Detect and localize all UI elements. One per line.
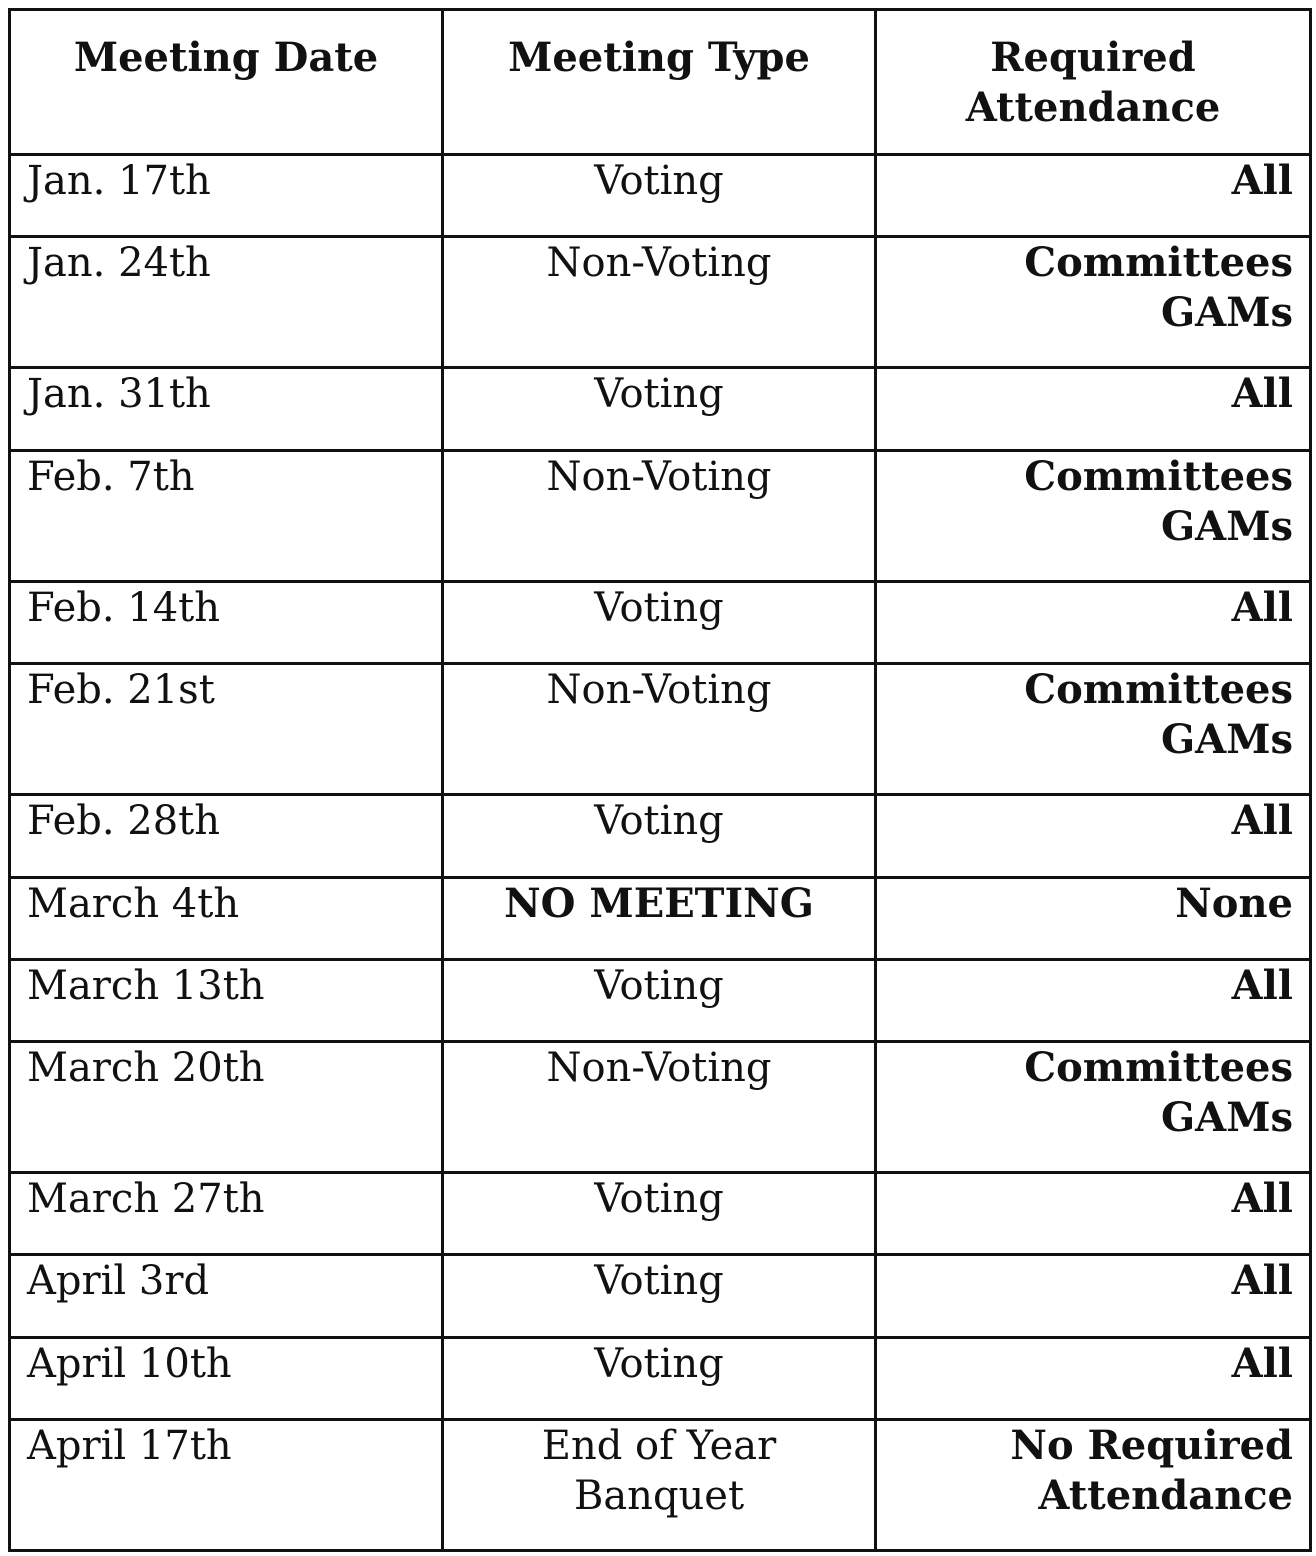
attendance-line: Committees: [1024, 666, 1293, 714]
attendance-line: All: [1231, 1339, 1293, 1387]
attendance-line: All: [1231, 1175, 1293, 1223]
meeting-type-cell: [443, 1255, 876, 1337]
meeting-date-cell: Jan. 24th: [10, 237, 443, 368]
meeting-date-cell: Feb. 14th: [10, 581, 443, 663]
table-row: [10, 1173, 1311, 1255]
attendance-line: All: [1231, 1257, 1293, 1305]
meeting-date-cell: March 4th: [10, 877, 443, 959]
meeting-type-line: Non-Voting: [546, 240, 772, 287]
header-meeting-type: Meeting Type: [443, 10, 876, 155]
attendance-line: None: [1175, 879, 1293, 927]
meeting-type-cell: [443, 1337, 876, 1419]
meeting-type-cell: [443, 450, 876, 581]
meeting-type-line: Non-Voting: [546, 667, 772, 714]
meeting-type-line: Voting: [594, 158, 724, 204]
meeting-date-cell: April 3rd: [10, 1255, 443, 1337]
attendance-line: Committees: [1024, 239, 1293, 287]
attendance-line: All: [1231, 797, 1293, 845]
required-attendance-cell: [876, 1255, 1311, 1337]
meeting-type-line: Voting: [594, 962, 724, 1009]
attendance-line: All: [1231, 961, 1293, 1009]
meeting-date-cell: March 27th: [10, 1173, 443, 1255]
meeting-type-cell: [443, 368, 876, 450]
meeting-type-cell: [443, 1173, 876, 1255]
meeting-date-cell: Jan. 17th: [10, 155, 443, 237]
meeting-date-cell: Feb. 28th: [10, 795, 443, 877]
table-row: [10, 795, 1311, 877]
attendance-line: GAMs: [1161, 289, 1293, 337]
meeting-type-line: Non-Voting: [546, 453, 772, 500]
meeting-schedule-table: [8, 8, 1312, 1552]
meeting-date-cell: Jan. 31th: [10, 368, 443, 450]
meeting-type-cell: [443, 959, 876, 1041]
meeting-type-line: Voting: [594, 1340, 724, 1387]
table-row: [10, 1337, 1311, 1419]
required-attendance-cell: [876, 877, 1311, 959]
table-row: [10, 1255, 1311, 1337]
meeting-date-cell: April 17th: [10, 1419, 443, 1550]
attendance-line: All: [1231, 157, 1293, 204]
table-row: [10, 450, 1311, 581]
attendance-line: Committees: [1024, 452, 1293, 500]
table-header-row: [10, 10, 1311, 155]
table-row: [10, 1041, 1311, 1172]
table-row: [10, 237, 1311, 368]
meeting-type-cell: [443, 1419, 876, 1550]
meeting-date-cell: March 13th: [10, 959, 443, 1041]
attendance-line: Committees: [1024, 1043, 1293, 1091]
attendance-line: GAMs: [1161, 716, 1293, 764]
required-attendance-cell: [876, 1337, 1311, 1419]
required-attendance-cell: [876, 795, 1311, 877]
meeting-type-cell: [443, 877, 876, 959]
meeting-type-cell: [443, 581, 876, 663]
attendance-line: All: [1231, 370, 1293, 418]
meeting-type-line: Voting: [594, 371, 724, 418]
table-row: [10, 959, 1311, 1041]
meeting-date-cell: April 10th: [10, 1337, 443, 1419]
meeting-type-line: Banquet: [573, 1472, 745, 1519]
required-attendance-cell: [876, 581, 1311, 663]
attendance-line: No Required: [1010, 1421, 1293, 1469]
meeting-type-cell: [443, 664, 876, 795]
meeting-type-line: Voting: [594, 1258, 724, 1305]
required-attendance-cell: [876, 450, 1311, 581]
header-required-attendance: Required Attendance: [876, 10, 1311, 155]
meeting-type-line: Voting: [594, 1176, 724, 1223]
attendance-line: All: [1231, 583, 1293, 631]
table-body: [10, 155, 1311, 1551]
meeting-type-cell: [443, 1041, 876, 1172]
meeting-type-line: Voting: [594, 798, 724, 845]
required-attendance-cell: [876, 368, 1311, 450]
table-row: [10, 664, 1311, 795]
meeting-date-cell: March 20th: [10, 1041, 443, 1172]
required-attendance-cell: [876, 155, 1311, 237]
required-attendance-cell: [876, 959, 1311, 1041]
meeting-type-cell: [443, 155, 876, 237]
required-attendance-cell: [876, 1041, 1311, 1172]
meeting-type-cell: [443, 237, 876, 368]
meeting-type-line: NO MEETING: [504, 879, 814, 927]
attendance-line: GAMs: [1161, 502, 1293, 550]
table-row: [10, 368, 1311, 450]
meeting-date-cell: Feb. 21st: [10, 664, 443, 795]
table-row: [10, 581, 1311, 663]
required-attendance-cell: [876, 1173, 1311, 1255]
meeting-type-line: Non-Voting: [546, 1044, 772, 1091]
attendance-line: GAMs: [1161, 1093, 1293, 1141]
table-row: [10, 877, 1311, 959]
meeting-type-line: Voting: [594, 584, 724, 631]
required-attendance-cell: [876, 237, 1311, 368]
table-row: [10, 1419, 1311, 1550]
meeting-date-cell: Feb. 7th: [10, 450, 443, 581]
required-attendance-cell: [876, 664, 1311, 795]
table-row: [10, 155, 1311, 237]
meeting-type-line: End of Year: [541, 1422, 777, 1469]
meeting-type-cell: [443, 795, 876, 877]
required-attendance-cell: [876, 1419, 1311, 1550]
header-meeting-date: Meeting Date: [10, 10, 443, 155]
attendance-line: Attendance: [1038, 1471, 1293, 1519]
